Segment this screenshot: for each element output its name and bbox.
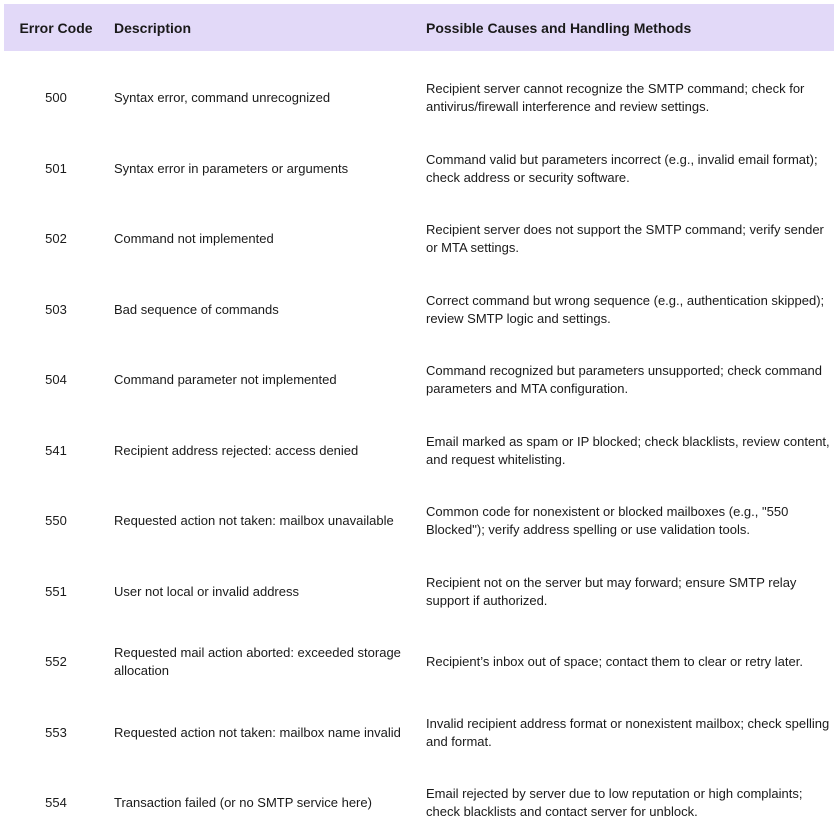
header-error-code: Error Code	[19, 19, 93, 36]
table-row	[4, 416, 834, 487]
table-row	[4, 345, 834, 416]
header-description: Description	[114, 19, 192, 36]
cell-error-code: 554	[45, 795, 67, 811]
table-row	[4, 63, 834, 134]
table-row	[4, 486, 834, 557]
table-row	[4, 627, 834, 698]
cell-causes: Recipient server cannot recognize the SMTP command; check for antivirus/firewall interference and review settings.	[426, 81, 805, 115]
cell-description: Syntax error, command unrecognized	[114, 90, 331, 106]
table-row	[4, 557, 834, 628]
cell-error-code: 541	[45, 442, 67, 458]
table-body	[4, 51, 834, 839]
cell-error-code: 503	[45, 301, 67, 317]
table-row	[4, 204, 834, 275]
cell-causes: Invalid recipient address format or nonexistent mailbox; check spelling and format.	[426, 715, 830, 749]
cell-description: Requested mail action aborted: exceeded storage allocation	[114, 645, 401, 679]
cell-description: Requested action not taken: mailbox unavailable	[114, 513, 394, 529]
table-row	[4, 134, 834, 205]
cell-error-code: 504	[45, 372, 67, 388]
cell-description: Bad sequence of commands	[114, 301, 279, 317]
cell-causes: Recipient not on the server but may forward; ensure SMTP relay support if authorized.	[426, 574, 797, 608]
cell-description: Transaction failed (or no SMTP service here)	[114, 795, 372, 811]
table-header	[4, 4, 834, 51]
cell-error-code: 553	[45, 724, 67, 740]
cell-description: Command not implemented	[114, 231, 274, 247]
cell-description: Requested action not taken: mailbox name invalid	[114, 724, 401, 740]
header-causes: Possible Causes and Handling Methods	[426, 19, 692, 36]
cell-causes: Correct command but wrong sequence (e.g., authentication skipped); review SMTP logic and settings.	[426, 292, 825, 326]
cell-error-code: 552	[45, 654, 67, 670]
cell-description: Syntax error in parameters or arguments	[114, 160, 349, 176]
cell-causes: Command recognized but parameters unsupported; check command parameters and MTA configuration.	[426, 363, 822, 397]
cell-error-code: 551	[45, 583, 67, 599]
cell-error-code: 550	[45, 513, 67, 529]
cell-causes: Recipient’s inbox out of space; contact them to clear or retry later.	[426, 654, 803, 670]
cell-description: Recipient address rejected: access denied	[114, 442, 359, 458]
cell-description: User not local or invalid address	[114, 583, 299, 599]
error-code-table	[4, 4, 834, 839]
table-row	[4, 275, 834, 346]
cell-causes: Recipient server does not support the SMTP command; verify sender or MTA settings.	[426, 222, 824, 256]
cell-causes: Email rejected by server due to low reputation or high complaints; check blacklists and contact server for unblock.	[426, 786, 803, 820]
cell-error-code: 501	[45, 160, 67, 176]
cell-description: Command parameter not implemented	[114, 372, 337, 388]
cell-causes: Command valid but parameters incorrect (e.g., invalid email format); check address or security software.	[426, 151, 818, 185]
cell-error-code: 502	[45, 231, 67, 247]
table-row	[4, 768, 834, 839]
cell-causes: Common code for nonexistent or blocked mailboxes (e.g., "550 Blocked"); verify address spelling or use validation tools.	[426, 504, 789, 538]
cell-error-code: 500	[45, 90, 67, 106]
cell-causes: Email marked as spam or IP blocked; check blacklists, review content, and request whitelisting.	[426, 433, 830, 467]
table-row	[4, 698, 834, 769]
